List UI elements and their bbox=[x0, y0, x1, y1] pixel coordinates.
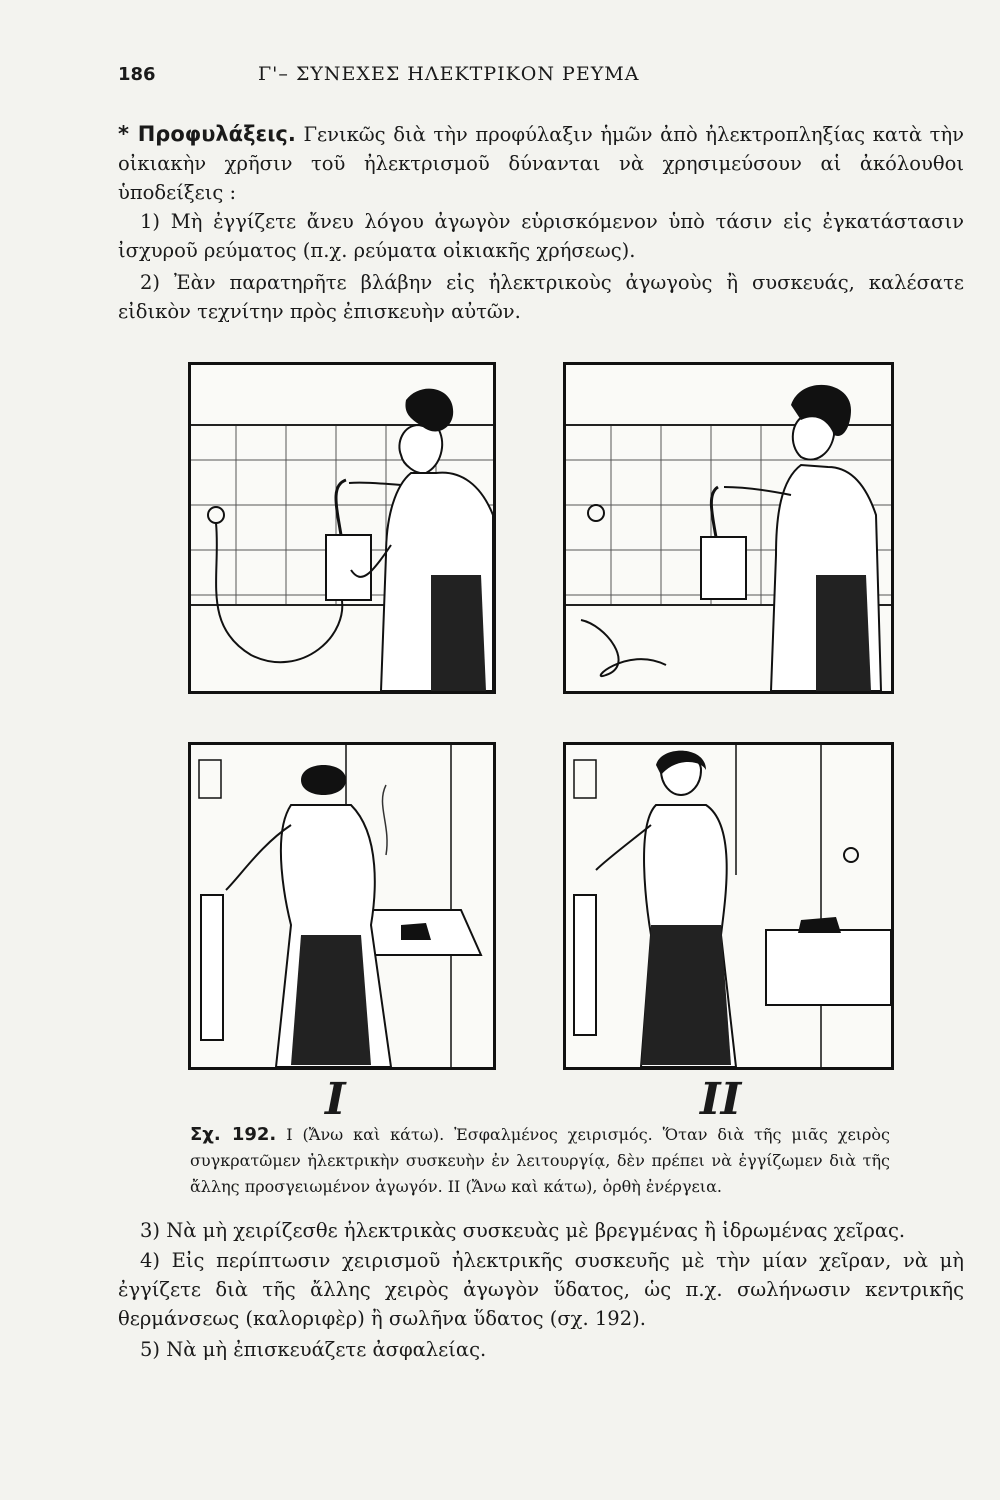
illustration-correct-iron bbox=[563, 742, 894, 1070]
running-title: Γ'– ΣΥΝΕΧΕΣ ΗΛΕΚΤΡΙΚΟΝ ΡΕΥΜΑ bbox=[258, 63, 640, 85]
illustration-wrong-iron-drawing bbox=[191, 745, 493, 1067]
figure-label-correct: II bbox=[700, 1074, 742, 1125]
intro-text: Γενικῶς διὰ τὴν προφύλαξιν ἡμῶν ἀπὸ ἠλεκτροπληξίας κατὰ τὴν οἰκιακὴν χρῆσιν τοῦ ἠλεκτρισμοῦ δύνανται νὰ χρησιμεύσουν αἱ ἀκόλουθοι ὑποδείξεις : bbox=[118, 123, 965, 204]
rule-5: 5) Νὰ μὴ ἐπισκευάζετε ἀσφαλείας. bbox=[140, 1338, 487, 1361]
intro-paragraph bbox=[118, 120, 964, 207]
illustration-correct-iron-drawing bbox=[566, 745, 891, 1067]
illustration-wrong-iron bbox=[188, 742, 496, 1070]
illustration-wrong-kettle-drawing bbox=[191, 365, 493, 691]
rule-3: 3) Νὰ μὴ χειρίζεσθε ἠλεκτρικὰς συσκευὰς μὲ βρεγμένας ἢ ἱδρωμένας χεῖρας. bbox=[140, 1219, 906, 1242]
caption-text: I (Ἄνω καὶ κάτω). Ἐσφαλμένος χειρισμός. Ὅταν διὰ τῆς μιᾶς χειρὸς συγκρατῶμεν ἠλεκτρικὴν συσκευὴν ἐν λειτουργίᾳ, δὲν πρέπει νὰ ἐγγίζωμεν διὰ τῆς ἄλλης προσγειωμένον ἀγωγόν. II (Ἄνω καὶ κάτω), ὀρθὴ ἐνέργεια. bbox=[190, 1125, 891, 1196]
section-heading: * Προφυλάξεις. bbox=[118, 122, 296, 146]
illustration-correct-kettle-drawing bbox=[566, 365, 891, 691]
rule-4: 4) Εἰς περίπτωσιν χειρισμοῦ ἠλεκτρικῆς συσκευῆς μὲ τὴν μίαν χεῖραν, νὰ μὴ ἐγγίζετε διὰ τῆς ἄλλης χειρὸς ἀγωγὸν ὕδατος, ὡς π.χ. σωλήνωσιν κεντρικῆς θερμάνσεως (καλοριφὲρ) ἢ σωλῆνα ὕδατος (σχ. 192). bbox=[118, 1249, 964, 1330]
rule-2: 2) Ἐὰν παρατηρῆτε βλάβην εἰς ἠλεκτρικοὺς ἀγωγοὺς ἢ συσκευάς, καλέσατε εἰδικὸν τεχνίτην πρὸς ἐπισκευὴν αὐτῶν. bbox=[118, 271, 964, 323]
figure-label-wrong: I bbox=[325, 1074, 346, 1125]
illustration-wrong-kettle bbox=[188, 362, 496, 694]
illustration-correct-kettle bbox=[563, 362, 894, 694]
figure-caption bbox=[190, 1122, 890, 1200]
rule-1: 1) Μὴ ἐγγίζετε ἄνευ λόγου ἀγωγὸν εὑρισκόμενον ὑπὸ τάσιν εἰς ἐγκατάστασιν ἰσχυροῦ ρεύματος (π.χ. ρεύματα οἰκιακῆς χρήσεως). bbox=[118, 210, 964, 262]
caption-label: Σχ. 192. bbox=[190, 1124, 277, 1145]
page-number: 186 bbox=[118, 64, 156, 85]
